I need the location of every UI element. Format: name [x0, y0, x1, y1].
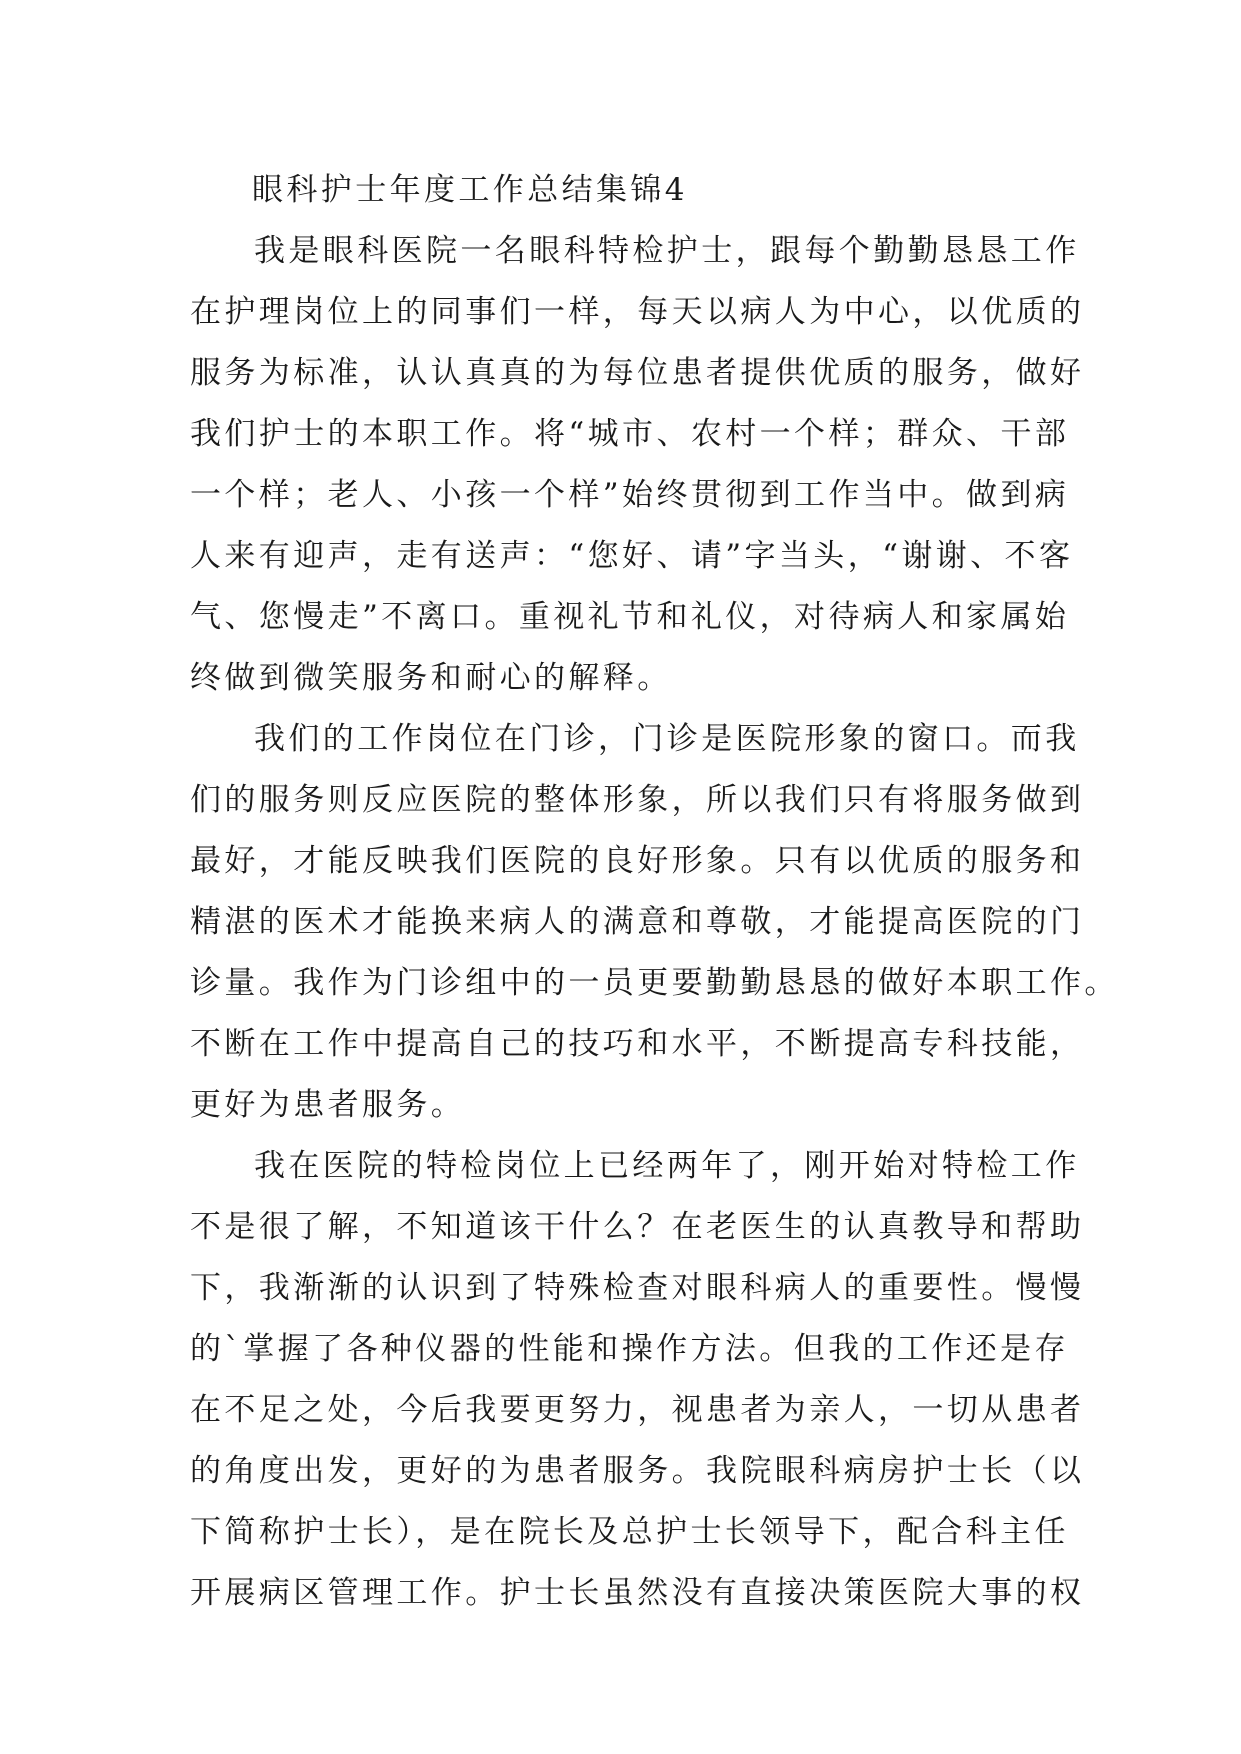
paragraph-line: 终做到微笑服务和耐心的解释。 — [190, 660, 672, 696]
paragraph-line: 的角度出发，更好的为患者服务。我院眼科病房护士长（以 — [190, 1453, 1085, 1489]
paragraph-line: 我们的工作岗位在门诊，门诊是医院形象的窗口。而我 — [254, 721, 1080, 757]
paragraph-line: 最好，才能反映我们医院的良好形象。只有以优质的服务和 — [190, 843, 1085, 879]
paragraph-line: 不是很了解，不知道该干什么？在老医生的认真教导和帮助 — [190, 1209, 1085, 1245]
paragraph-2 — [190, 709, 1119, 1136]
paragraph-3 — [190, 1136, 1085, 1624]
paragraph-line: 我们护士的本职工作。将“城市、农村一个样；群众、干部 — [190, 416, 1070, 452]
document-body — [190, 160, 1119, 1624]
paragraph-line: 们的服务则反应医院的整体形象，所以我们只有将服务做到 — [190, 782, 1085, 818]
paragraph-line: 气、您慢走”不离口。重视礼节和礼仪，对待病人和家属始 — [190, 599, 1070, 635]
paragraph-line: 更好为患者服务。 — [190, 1087, 466, 1123]
paragraph-line: 在护理岗位上的同事们一样，每天以病人为中心，以优质的 — [190, 294, 1085, 330]
paragraph-line: 的`掌握了各种仪器的性能和操作方法。但我的工作还是存 — [190, 1331, 1069, 1367]
paragraph-line: 开展病区管理工作。护士长虽然没有直接决策医院大事的权 — [190, 1575, 1085, 1611]
paragraph-line: 精湛的医术才能换来病人的满意和尊敬，才能提高医院的门 — [190, 904, 1085, 940]
paragraph-line: 我是眼科医院一名眼科特检护士，跟每个勤勤恳恳工作 — [254, 233, 1080, 269]
paragraph-line: 诊量。我作为门诊组中的一员更要勤勤恳恳的做好本职工作。 — [190, 965, 1119, 1001]
paragraph-line: 我在医院的特检岗位上已经两年了，刚开始对特检工作 — [254, 1148, 1080, 1184]
paragraph-line: 一个样；老人、小孩一个样”始终贯彻到工作当中。做到病 — [190, 477, 1070, 513]
paragraph-line: 服务为标准，认认真真的为每位患者提供优质的服务，做好 — [190, 355, 1085, 391]
paragraph-line: 下简称护士长），是在院长及总护士长领导下，配合科主任 — [190, 1514, 1069, 1550]
document-title: 眼科护士年度工作总结集锦4 — [252, 172, 688, 208]
paragraph-line: 不断在工作中提高自己的技巧和水平，不断提高专科技能， — [190, 1026, 1085, 1062]
paragraph-1 — [190, 221, 1085, 709]
paragraph-line: 下，我渐渐的认识到了特殊检查对眼科病人的重要性。慢慢 — [190, 1270, 1085, 1306]
paragraph-line: 人来有迎声，走有送声：“您好、请”字当头，“谢谢、不客 — [190, 538, 1074, 574]
paragraph-line: 在不足之处，今后我要更努力，视患者为亲人，一切从患者 — [190, 1392, 1085, 1428]
